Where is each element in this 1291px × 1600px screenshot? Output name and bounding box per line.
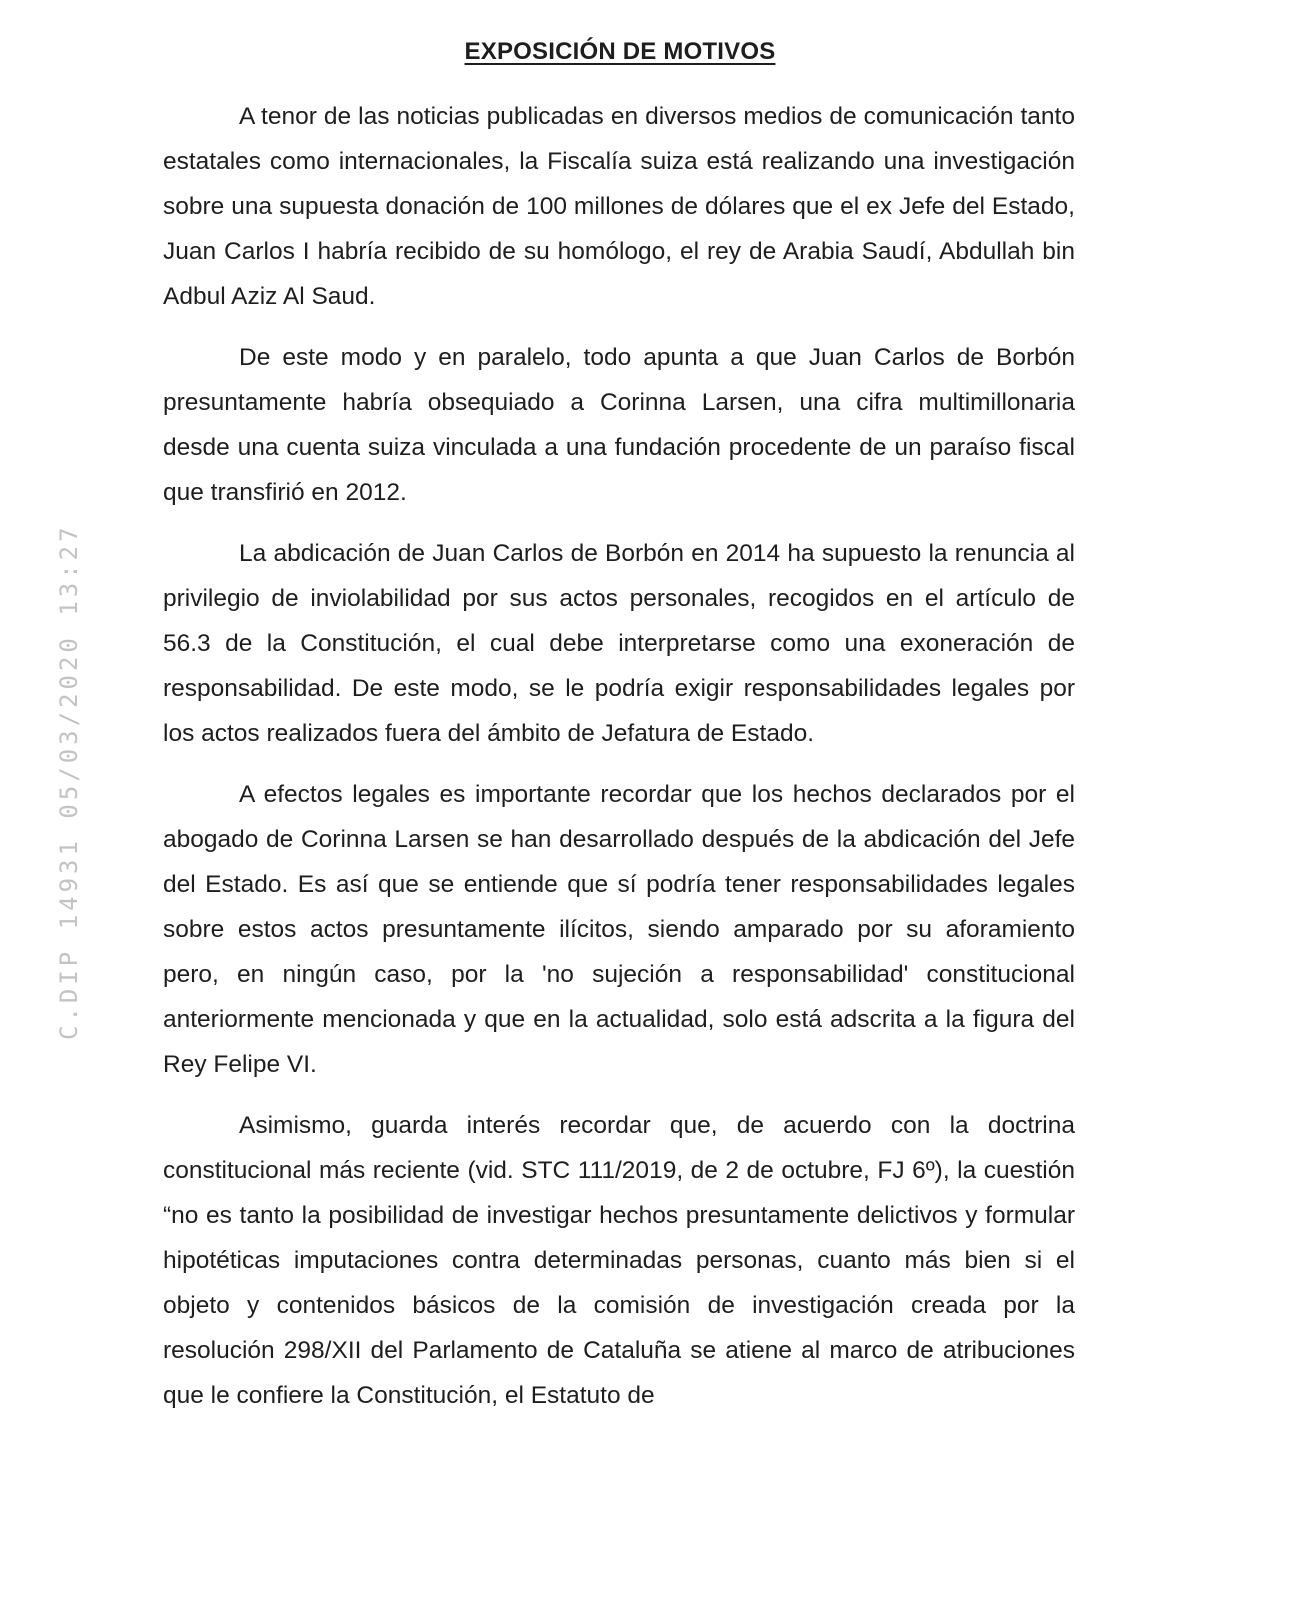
registry-stamp: C.DIP 14931 05/03/2020 13:27 (55, 523, 83, 1040)
paragraph-1: A tenor de las noticias publicadas en diversos medios de comunicación tanto estatales como internacionales, la Fiscalía suiza está realizando una investigación sobre una supuesta donación de 100 millones de dólares que el ex Jefe del Estado, Juan Carlos I habría recibido de su homólogo, el rey de Arabia Saudí, Abdullah bin Adbul Aziz Al Saud. (163, 103, 1075, 310)
paragraph-4: A efectos legales es importante recordar que los hechos declarados por el abogado de Corinna Larsen se han desarrollado después de la abdicación del Jefe del Estado. Es así que se entiende que sí podría tener responsabilidades legales sobre estos actos presuntamente ilícitos, siendo amparado por su aforamiento pero, en ningún caso, por la 'no sujeción a responsabilidad' constitucional anteriormente mencionada y que en la actualidad, solo está adscrita a la figura del Rey Felipe VI. (163, 781, 1075, 1078)
paragraph-3: La abdicación de Juan Carlos de Borbón en 2014 ha supuesto la renuncia al privilegio de inviolabilidad por sus actos personales, recogidos en el artículo de 56.3 de la Constitución, el cual debe interpretarse como una exoneración de responsabilidad. De este modo, se le podría exigir responsabilidades legales por los actos realizados fuera del ámbito de Jefatura de Estado. (163, 540, 1075, 747)
document-body (163, 94, 1075, 1434)
paragraph-5: Asimismo, guarda interés recordar que, de acuerdo con la doctrina constitucional más reciente (vid. STC 111/2019, de 2 de octubre, FJ 6º), la cuestión “no es tanto la posibilidad de investigar hechos presuntamente delictivos y formular hipotéticas imputaciones contra determinadas personas, cuanto más bien si el objeto y contenidos básicos de la comisión de investigación creada por la resolución 298/XII del Parlamento de Cataluña se atiene al marco de atribuciones que le confiere la Constitución, el Estatuto de (163, 1112, 1075, 1409)
document-title: EXPOSICIÓN DE MOTIVOS (464, 38, 776, 65)
paragraph-2: De este modo y en paralelo, todo apunta a que Juan Carlos de Borbón presuntamente habría obsequiado a Corinna Larsen, una cifra multimillonaria desde una cuenta suiza vinculada a una fundación procedente de un paraíso fiscal que transfirió en 2012. (163, 344, 1075, 506)
